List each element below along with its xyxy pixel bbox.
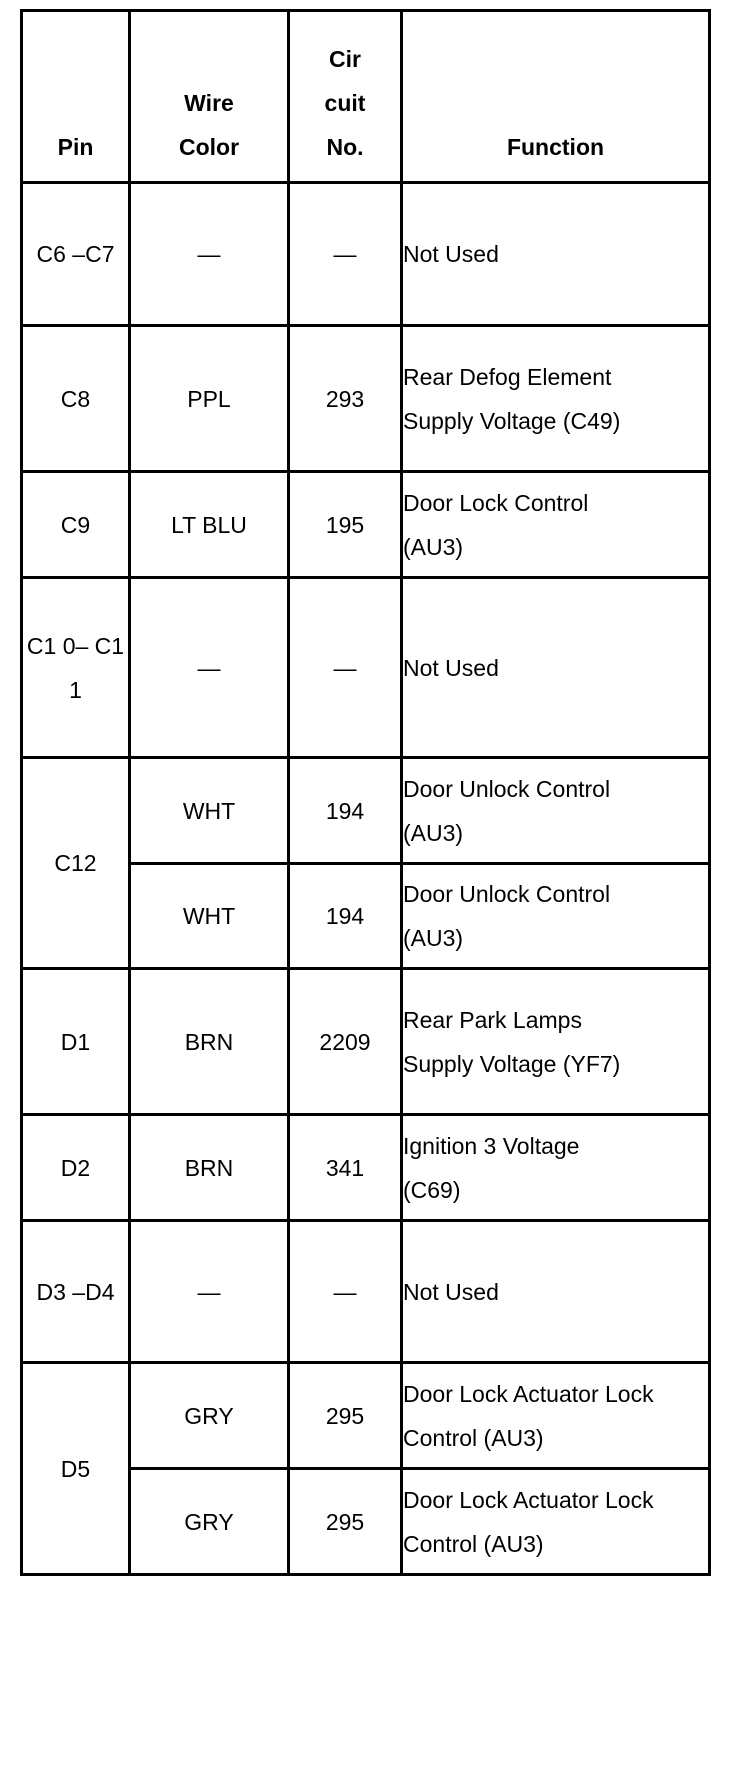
pin-cell: D2 — [22, 1115, 130, 1221]
wire-color-cell: BRN — [130, 1115, 289, 1221]
wire-color-cell: GRY — [130, 1469, 289, 1575]
table-row — [22, 326, 710, 472]
wire-color-cell: WHT — [130, 758, 289, 864]
wire-color-cell: BRN — [130, 969, 289, 1115]
table-row — [22, 758, 710, 864]
circuit-cell: 295 — [289, 1363, 402, 1469]
header-circuit-no: Cir cuit No. — [289, 11, 402, 183]
wire-color-cell: LT BLU — [130, 472, 289, 578]
circuit-cell: 2209 — [289, 969, 402, 1115]
circuit-cell: 194 — [289, 864, 402, 969]
wire-color-cell: — — [130, 183, 289, 326]
pin-cell: C9 — [22, 472, 130, 578]
wire-color-cell: — — [130, 578, 289, 758]
pin-cell: D5 — [22, 1363, 130, 1575]
function-cell: Not Used — [402, 578, 710, 758]
function-cell: Door Unlock Control (AU3) — [402, 758, 710, 864]
table-row — [22, 578, 710, 758]
pin-cell: C12 — [22, 758, 130, 969]
function-cell: Not Used — [402, 183, 710, 326]
circuit-cell: 194 — [289, 758, 402, 864]
wire-color-cell: PPL — [130, 326, 289, 472]
function-cell: Ignition 3 Voltage (C69) — [402, 1115, 710, 1221]
circuit-cell: 341 — [289, 1115, 402, 1221]
function-cell: Door Lock Actuator Lock Control (AU3) — [402, 1469, 710, 1575]
function-cell: Door Unlock Control (AU3) — [402, 864, 710, 969]
pin-cell: D3 –D4 — [22, 1221, 130, 1363]
pin-cell: C6 –C7 — [22, 183, 130, 326]
circuit-cell: — — [289, 183, 402, 326]
wire-color-cell: WHT — [130, 864, 289, 969]
wire-color-cell: — — [130, 1221, 289, 1363]
pin-cell: C8 — [22, 326, 130, 472]
function-cell: Not Used — [402, 1221, 710, 1363]
pin-cell: D1 — [22, 969, 130, 1115]
connector-pinout-table — [20, 9, 711, 1576]
function-cell: Door Lock Actuator Lock Control (AU3) — [402, 1363, 710, 1469]
circuit-cell: — — [289, 1221, 402, 1363]
header-pin: Pin — [22, 11, 130, 183]
table-row — [22, 1221, 710, 1363]
circuit-cell: 295 — [289, 1469, 402, 1575]
table-row — [22, 183, 710, 326]
circuit-cell: 195 — [289, 472, 402, 578]
table-row — [22, 472, 710, 578]
wire-color-cell: GRY — [130, 1363, 289, 1469]
circuit-cell: — — [289, 578, 402, 758]
function-cell: Rear Defog Element Supply Voltage (C49) — [402, 326, 710, 472]
table-row — [22, 1115, 710, 1221]
function-cell: Door Lock Control (AU3) — [402, 472, 710, 578]
pin-cell: C1 0– C11 — [22, 578, 130, 758]
circuit-cell: 293 — [289, 326, 402, 472]
table-row — [22, 1363, 710, 1469]
header-function: Function — [402, 11, 710, 183]
table-row — [22, 969, 710, 1115]
header-wire-color: Wire Color — [130, 11, 289, 183]
function-cell: Rear Park Lamps Supply Voltage (YF7) — [402, 969, 710, 1115]
header-row — [22, 11, 710, 183]
